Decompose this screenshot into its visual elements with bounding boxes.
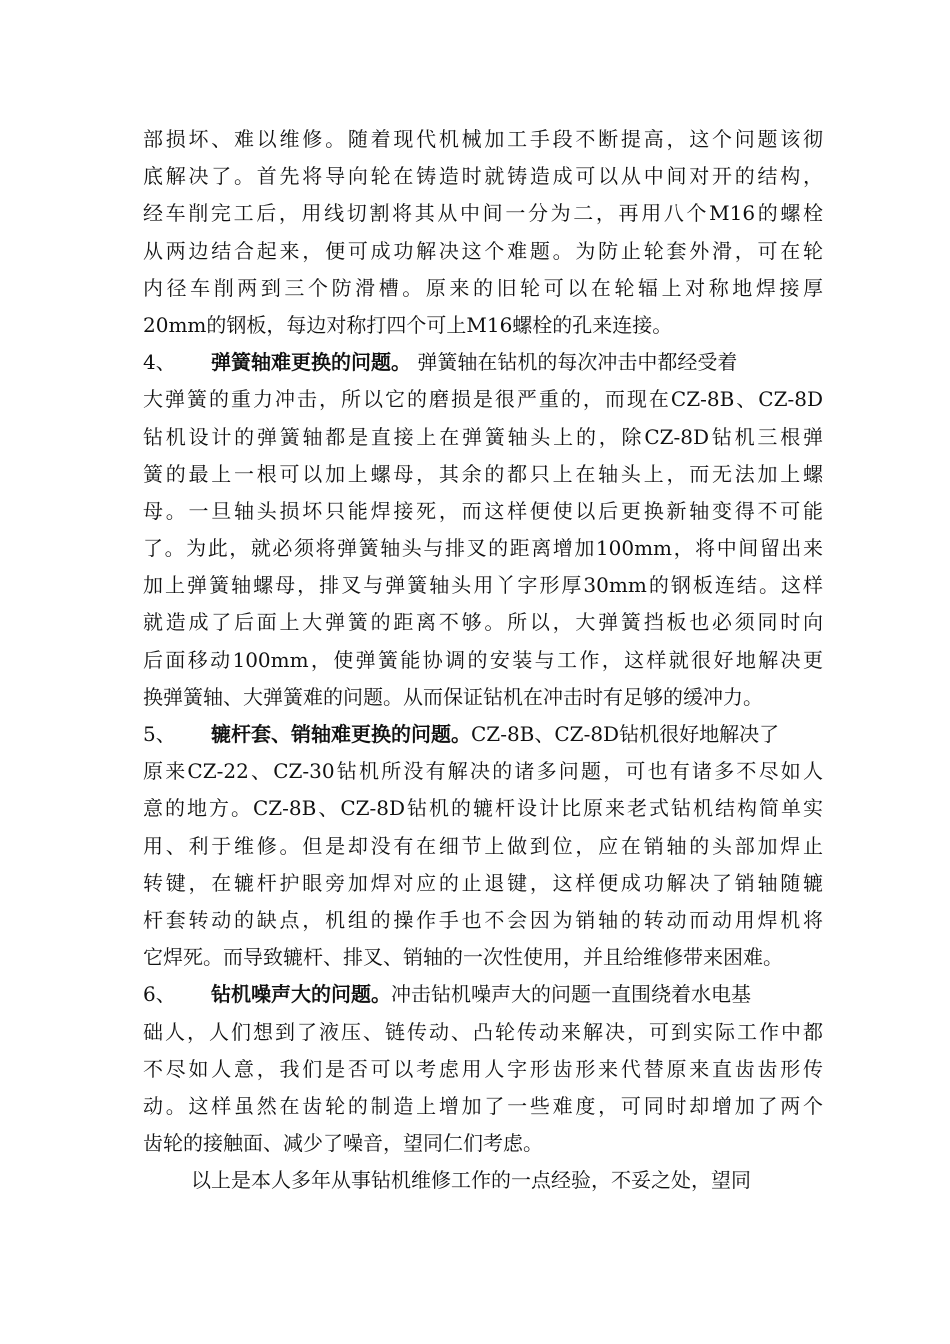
item-text: 冲击钻机噪声大的问题一直围绕着水电基 [391, 982, 751, 1007]
text-line: 内径车削两到三个防滑槽。原来的旧轮可以在轮辐上对称地焊接厚 [143, 275, 823, 300]
text-line: 杆套转动的缺点，机组的操作手也不会因为销轴的转动而动用焊机将 [143, 907, 823, 932]
text-line: 大弹簧的重力冲击，所以它的磨损是很严重的，而现在CZ-8B、CZ-8D [143, 387, 823, 412]
item-heading: 辘杆套、销轴难更换的问题。 [211, 722, 471, 746]
text-line: 用、利于维修。但是却没有在细节上做到位，应在销轴的头部加焊止 [143, 833, 823, 858]
item-4-spring-shaft [143, 344, 823, 716]
item-heading: 弹簧轴难更换的问题。 [211, 350, 411, 375]
text-line: 动。这样虽然在齿轮的制造上增加了一些难度，可同时却增加了两个 [143, 1093, 823, 1118]
item-6-noise [143, 976, 823, 1162]
text-line: 齿轮的接触面、减少了噪音，望同仁们考虑。 [143, 1131, 543, 1156]
item-number: 5、 [143, 722, 176, 746]
text-line: 钻机设计的弹簧轴都是直接上在弹簧轴头上的，除CZ-8D钻机三根弹 [143, 424, 823, 449]
text-line: 换弹簧轴、大弹簧难的问题。从而保证钻机在冲击时有足够的缓冲力。 [143, 684, 763, 709]
text-line: 础人，人们想到了液压、链传动、凸轮传动来解决，可到实际工作中都 [143, 1019, 823, 1044]
text-line: 底解决了。首先将导向轮在铸造时就铸造成可以从中间对开的结构， [143, 164, 823, 189]
item-heading: 钻机噪声大的问题。 [211, 982, 391, 1007]
text-line: 簧的最上一根可以加上螺母，其余的都只上在轴头上，而无法加上螺 [143, 461, 823, 486]
text-line: 转键，在辘杆护眼旁加焊对应的止退键，这样便成功解决了销轴随辘 [143, 870, 823, 895]
text-line: 了。为此，就必须将弹簧轴头与排叉的距离增加100mm，将中间留出来 [143, 536, 823, 561]
text-line: 母。一旦轴头损坏只能焊接死，而这样便使以后更换新轴变得不可能 [143, 498, 823, 523]
item-first-line [143, 716, 823, 753]
item-number: 4、 [143, 350, 176, 375]
text-line: 后面移动100mm，使弹簧能协调的安装与工作，这样就很好地解决更 [143, 647, 823, 672]
document-page [143, 121, 823, 1199]
item-number: 6、 [143, 982, 176, 1007]
item-first-line [143, 976, 823, 1013]
paragraph-guide-wheel-continued [143, 121, 823, 344]
text-line: 意的地方。CZ-8B、CZ-8D钻机的辘杆设计比原来老式钻机结构简单实 [143, 796, 823, 821]
item-5-sleeve-pin [143, 716, 823, 976]
text-line: 它焊死。而导致辘杆、排叉、销轴的一次性使用，并且给维修带来困难。 [143, 945, 783, 970]
text-line: 就造成了后面上大弹簧的距离不够。所以，大弹簧挡板也必须同时向 [143, 610, 823, 635]
text-line: 20mm的钢板，每边对称打四个可上M16螺栓的孔来连接。 [143, 312, 673, 337]
text-line: 经车削完工后，用线切割将其从中间一分为二，再用八个M16的螺栓 [143, 201, 823, 226]
text-line: 原来CZ-22、CZ-30钻机所没有解决的诸多问题，可也有诸多不尽如人 [143, 759, 823, 784]
text-line: 部损坏、难以维修。随着现代机械加工手段不断提高，这个问题该彻 [143, 127, 823, 151]
item-text: 弹簧轴在钻机的每次冲击中都经受着 [411, 350, 738, 375]
text-line: 加上弹簧轴螺母，排叉与弹簧轴头用丫字形厚30mm的钢板连结。这样 [143, 573, 823, 598]
text-line: 从两边结合起来，便可成功解决这个难题。为防止轮套外滑，可在轮 [143, 238, 823, 263]
closing-paragraph: 以上是本人多年从事钻机维修工作的一点经验，不妥之处，望同 [191, 1168, 751, 1193]
item-text: CZ-8B、CZ-8D钻机很好地解决了 [471, 722, 780, 746]
text-line: 不尽如人意，我们是否可以考虑用人字形齿形来代替原来直齿齿形传 [143, 1056, 823, 1081]
item-first-line [143, 344, 823, 381]
